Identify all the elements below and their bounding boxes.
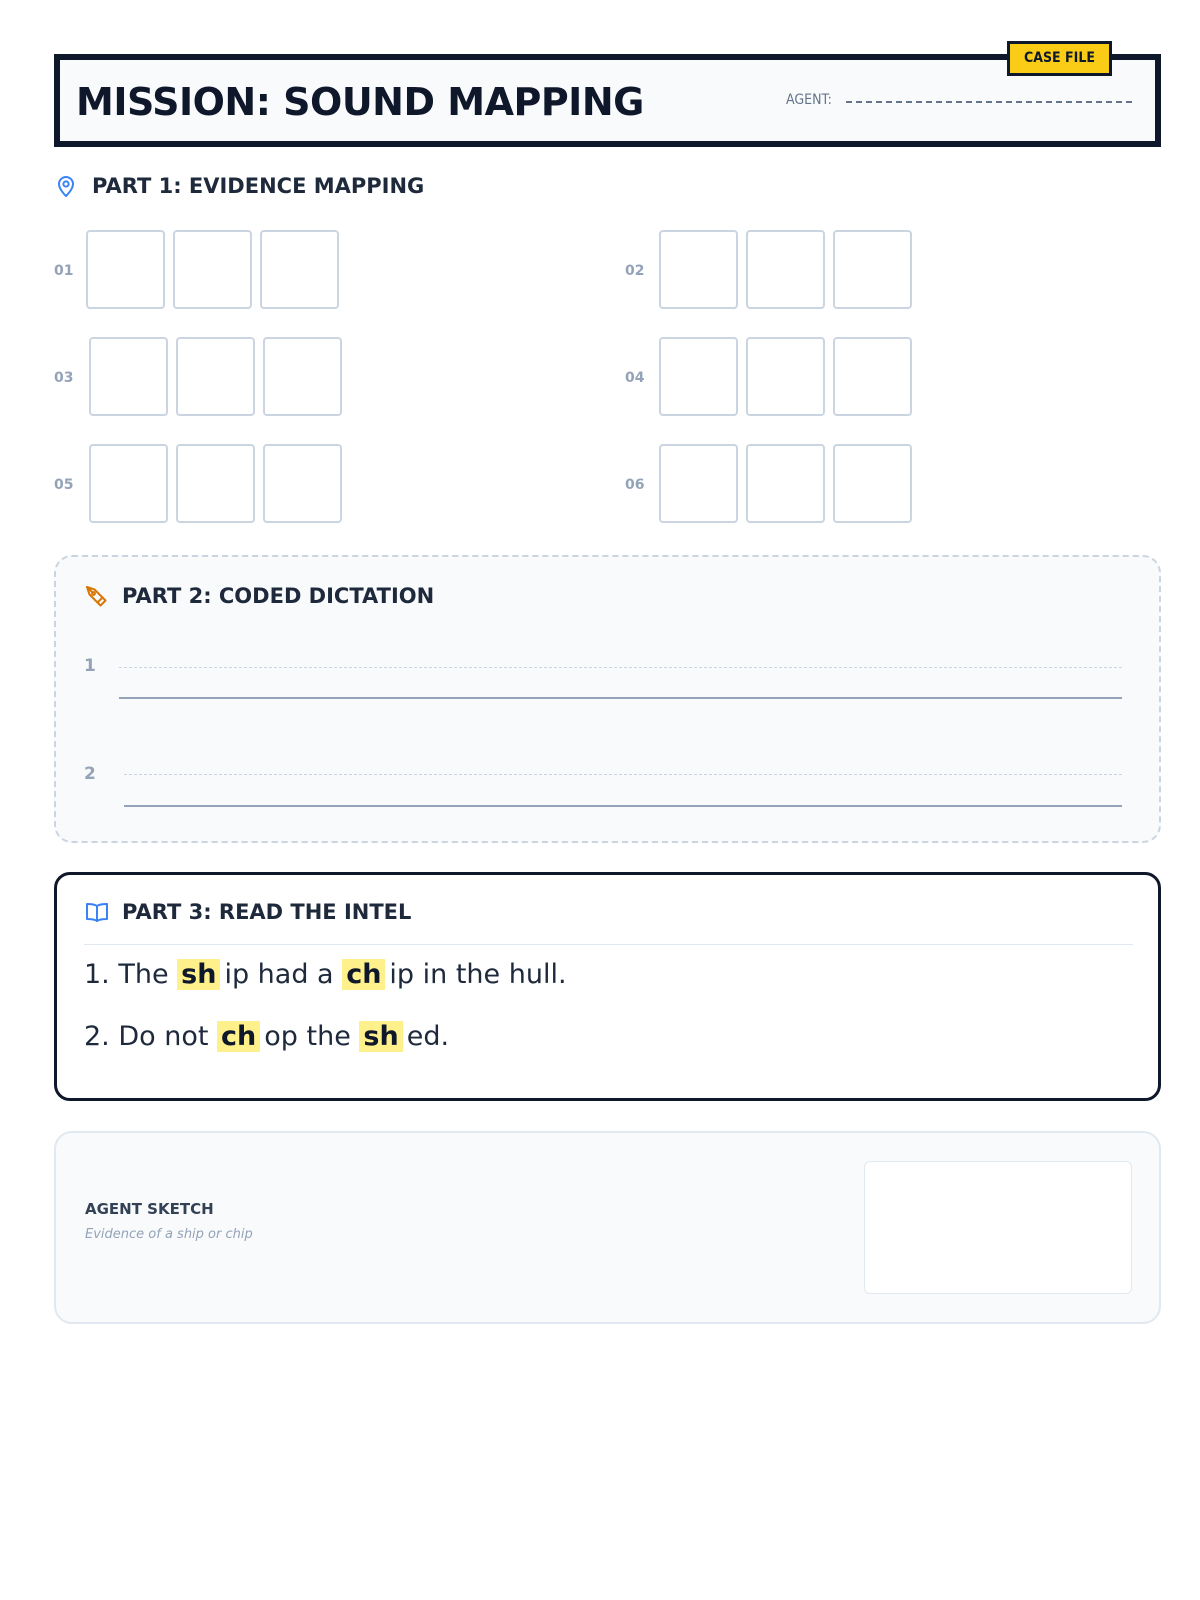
sound-box[interactable] <box>260 230 339 309</box>
sound-box[interactable] <box>173 230 252 309</box>
intel-sentence-1 <box>84 955 567 995</box>
dictation-line-number: 2 <box>84 764 96 784</box>
dictation-write-line[interactable] <box>124 805 1122 807</box>
row-number: 01 <box>54 263 74 279</box>
map-pin-icon <box>54 174 78 198</box>
sound-box[interactable] <box>659 337 738 416</box>
digraph-highlight: sh <box>359 1021 402 1052</box>
part3-heading-text: PART 3: READ THE INTEL <box>122 900 412 924</box>
dictation-guide-line <box>124 774 1122 775</box>
dictation-guide-line <box>119 667 1122 668</box>
row-number: 04 <box>625 370 645 386</box>
row-number: 03 <box>54 370 74 386</box>
sound-box[interactable] <box>176 444 255 523</box>
sound-box[interactable] <box>89 444 168 523</box>
sound-box[interactable] <box>833 337 912 416</box>
sound-box[interactable] <box>833 230 912 309</box>
part1-heading-text: PART 1: EVIDENCE MAPPING <box>92 174 425 198</box>
sentence-text: ip in the hull. <box>389 959 567 990</box>
row-number: 02 <box>625 263 645 279</box>
sentence-text: 1. The <box>84 959 178 990</box>
sound-box[interactable] <box>746 337 825 416</box>
sound-box[interactable] <box>176 337 255 416</box>
pen-icon <box>84 584 108 608</box>
agent-label: AGENT: <box>786 92 832 108</box>
sound-box[interactable] <box>263 337 342 416</box>
agent-sketch-subtitle: Evidence of a ship or chip <box>85 1227 253 1242</box>
sentence-text: op the <box>264 1021 360 1052</box>
row-number: 05 <box>54 477 74 493</box>
part3-heading <box>84 900 411 924</box>
book-icon <box>84 900 108 924</box>
sound-box[interactable] <box>89 337 168 416</box>
row-number: 06 <box>625 477 645 493</box>
part2-heading-text: PART 2: CODED DICTATION <box>122 584 435 608</box>
sketch-drawing-area[interactable] <box>864 1161 1132 1294</box>
digraph-highlight: ch <box>217 1021 260 1052</box>
sentence-text: ed. <box>406 1021 450 1052</box>
digraph-highlight: sh <box>177 959 220 990</box>
sound-box[interactable] <box>659 444 738 523</box>
sound-box[interactable] <box>263 444 342 523</box>
sound-box[interactable] <box>746 230 825 309</box>
case-file-badge: CASE FILE <box>1007 41 1112 76</box>
sound-box[interactable] <box>659 230 738 309</box>
sound-box[interactable] <box>746 444 825 523</box>
digraph-highlight: ch <box>342 959 385 990</box>
agent-sketch-title: AGENT SKETCH <box>85 1200 214 1218</box>
sound-box[interactable] <box>833 444 912 523</box>
sentence-text: 2. Do not <box>84 1021 218 1052</box>
sentence-text: ip had a <box>224 959 343 990</box>
sound-box[interactable] <box>86 230 165 309</box>
page-title: MISSION: SOUND MAPPING <box>76 80 644 124</box>
agent-name-field[interactable] <box>846 101 1132 103</box>
dictation-write-line[interactable] <box>119 697 1122 699</box>
part1-heading <box>54 174 424 198</box>
part2-heading <box>84 584 434 608</box>
intel-sentence-2 <box>84 1017 449 1057</box>
part3-divider <box>84 944 1133 945</box>
dictation-line-number: 1 <box>84 656 96 676</box>
